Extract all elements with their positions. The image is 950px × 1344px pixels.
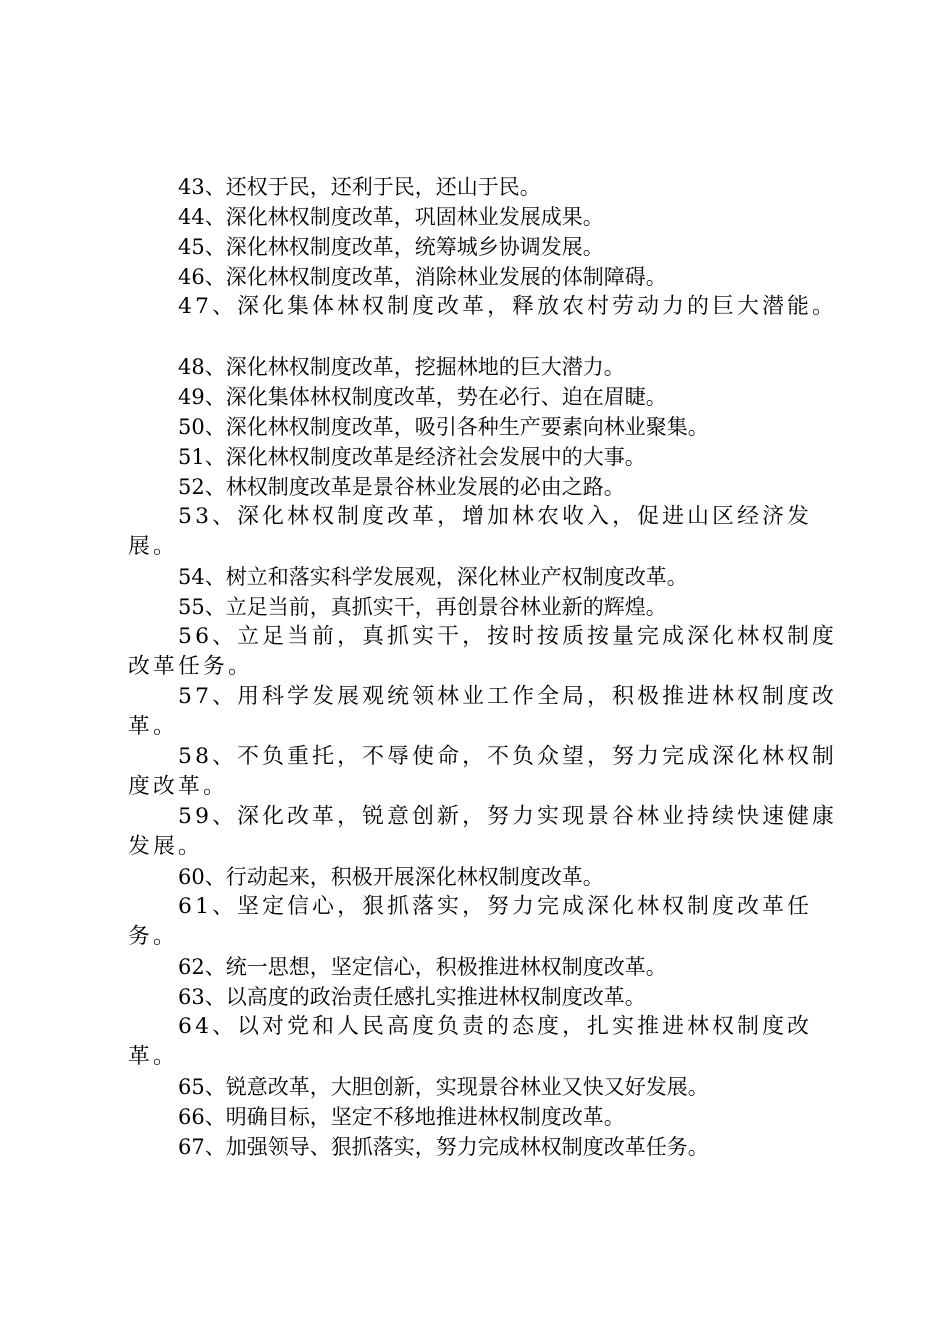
- slogan-item: 61、坚定信心，狠抓落实，努力完成深化林权制度改革任务。: [128, 894, 813, 949]
- slogan-item: 64、以对党和人民高度负责的态度，扎实推进林权制度改革。: [128, 1014, 813, 1069]
- slogan-item: 66、明确目标，坚定不移地推进林权制度改革。: [178, 1105, 625, 1129]
- slogan-item: 59、深化改革，锐意创新，努力实现景谷林业持续快速健康发展。: [128, 804, 838, 859]
- slogan-item: 51、深化林权制度改革是经济社会发展中的大事。: [178, 445, 646, 469]
- slogan-item: 44、深化林权制度改革，巩固林业发展成果。: [178, 205, 604, 229]
- slogan-item: 48、深化林权制度改革，挖掘林地的巨大潜力。: [178, 355, 625, 379]
- slogan-item: 63、以高度的政治责任感扎实推进林权制度改革。: [178, 985, 646, 1009]
- slogan-item: 67、加强领导、狠抓落实，努力完成林权制度改革任务。: [178, 1135, 709, 1159]
- slogan-item: 62、统一思想，坚定信心，积极推进林权制度改革。: [178, 955, 667, 979]
- blank-line: [128, 322, 840, 352]
- slogan-item: 54、树立和落实科学发展观，深化林业产权制度改革。: [178, 565, 688, 589]
- slogan-item: 60、行动起来，积极开展深化林权制度改革。: [178, 865, 604, 889]
- slogan-item: 53、深化林权制度改革，增加林农收入，促进山区经济发展。: [128, 504, 813, 559]
- slogan-item: 65、锐意改革，大胆创新，实现景谷林业又快又好发展。: [178, 1075, 709, 1099]
- slogan-item: 52、林权制度改革是景谷林业发展的必由之路。: [178, 475, 625, 499]
- slogan-item: 50、深化林权制度改革，吸引各种生产要素向林业聚集。: [178, 415, 709, 439]
- slogan-item: 47、深化集体林权制度改革，释放农村劳动力的巨大潜能。: [178, 294, 838, 319]
- slogan-item: 49、深化集体林权制度改革，势在必行、迫在眉睫。: [178, 385, 667, 409]
- slogan-item: 56、立足当前，真抓实干，按时按质按量完成深化林权制度改革任务。: [128, 624, 838, 679]
- slogan-item: 55、立足当前，真抓实干，再创景谷林业新的辉煌。: [178, 595, 667, 619]
- slogan-item: 45、深化林权制度改革，统筹城乡协调发展。: [178, 235, 604, 259]
- slogan-item: 46、深化林权制度改革，消除林业发展的体制障碍。: [178, 265, 667, 289]
- slogan-list: [128, 172, 840, 1162]
- slogan-item: 57、用科学发展观统领林业工作全局，积极推进林权制度改革。: [128, 684, 838, 739]
- slogan-item: 58、不负重托，不辱使命，不负众望，努力完成深化林权制度改革。: [128, 744, 838, 799]
- slogan-item: 43、还权于民，还利于民，还山于民。: [178, 175, 541, 199]
